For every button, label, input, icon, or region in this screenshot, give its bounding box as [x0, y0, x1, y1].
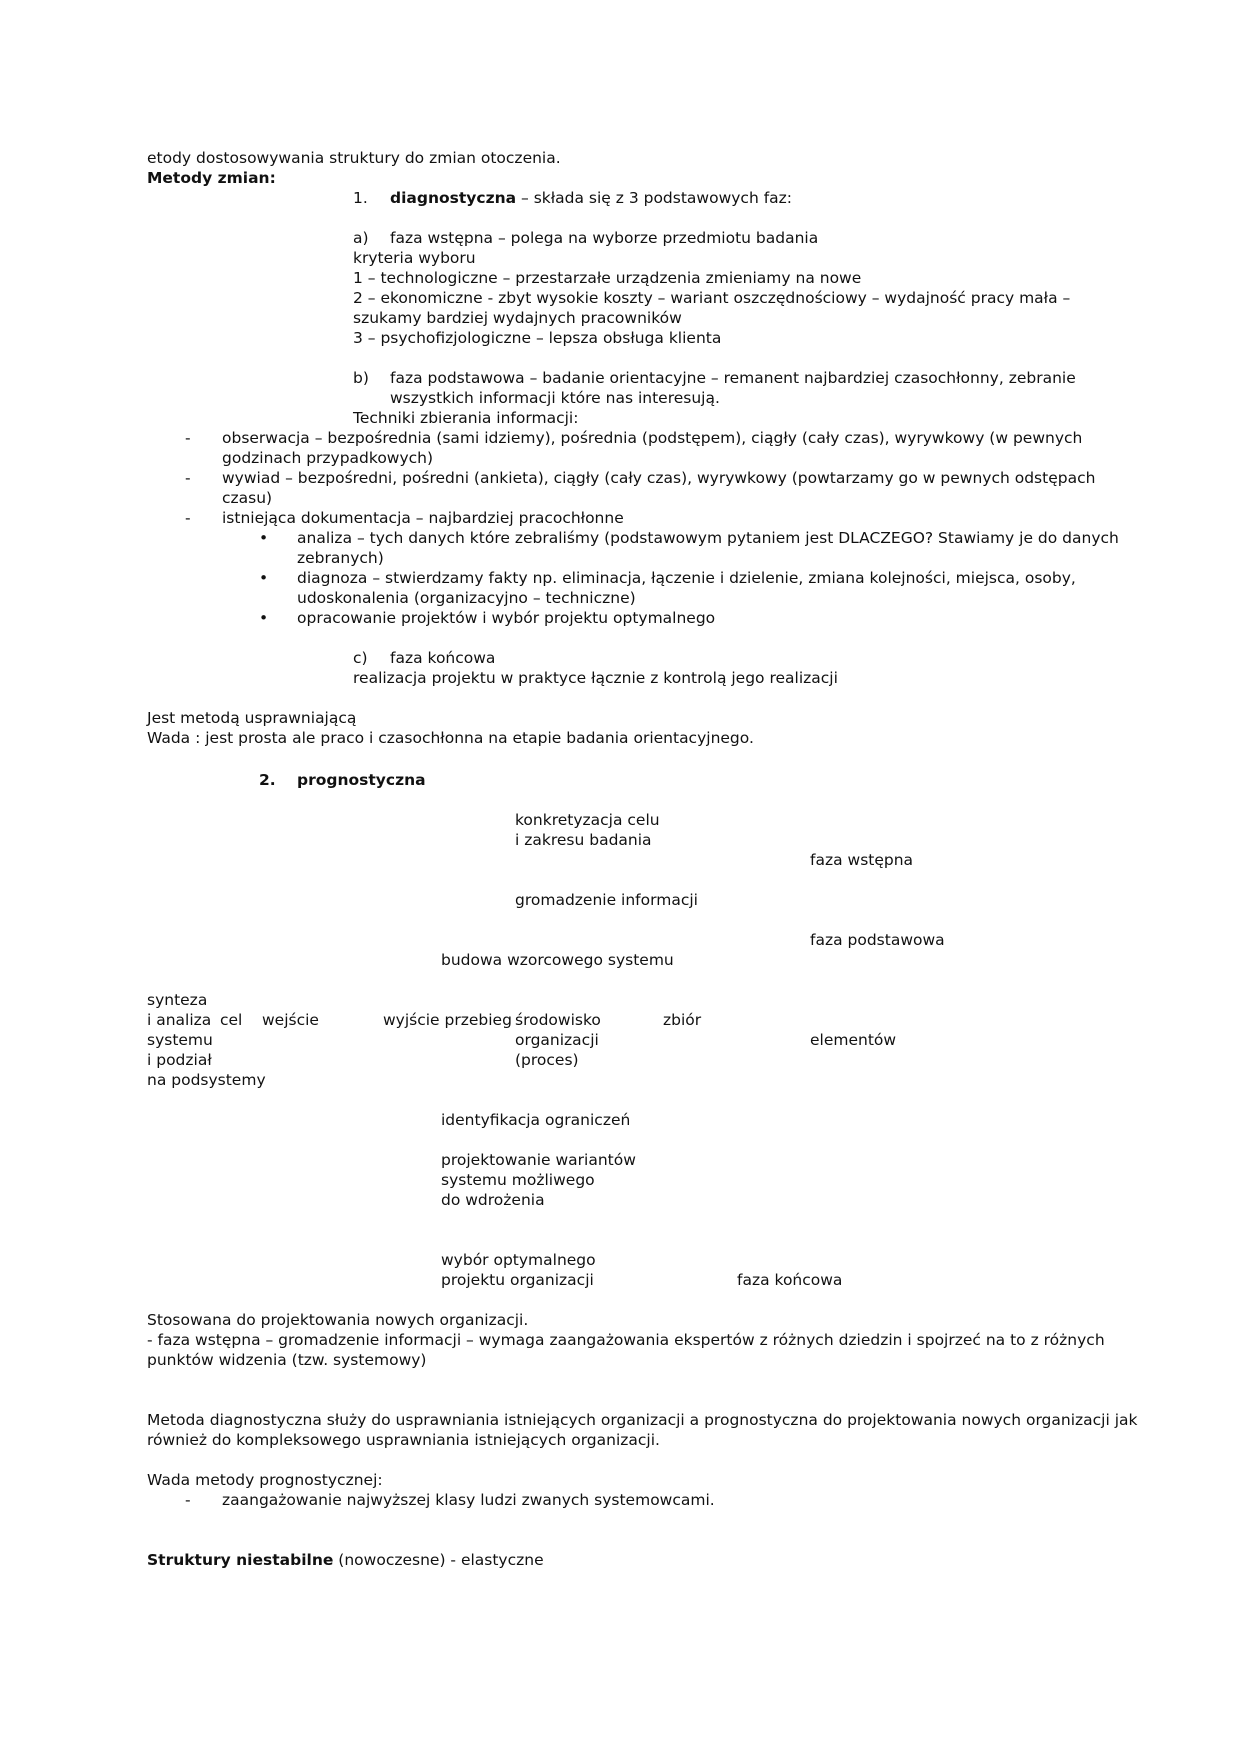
list-dash: - [185, 1491, 191, 1509]
diagram-synteza-4: i podział [147, 1051, 212, 1069]
diagram-synteza-1: synteza [147, 991, 208, 1009]
diagram-identyfikacja: identyfikacja ograniczeń [441, 1111, 631, 1129]
list-dash: - [185, 469, 191, 487]
documentation: istniejąca dokumentacja – najbardziej pracochłonne [222, 509, 624, 527]
projects: opracowanie projektów i wybór projektu optymalnego [297, 609, 716, 627]
diagnosis-1: diagnoza – stwierdzamy fakty np. eliminacja, łączenie i dzielenie, zmiana kolejności, miejsca, osoby, [297, 569, 1076, 587]
criterion-2b: szukamy bardziej wydajnych pracowników [353, 309, 682, 327]
criterion-3: 3 – psychofizjologiczne – lepsza obsługa klienta [353, 329, 722, 347]
diag-desc: – składa się z 3 podstawowych faz: [516, 189, 793, 207]
observation-2: godzinach przypadkowych) [222, 449, 434, 467]
diagram-synteza-3: systemu [147, 1031, 213, 1049]
list-bullet: • [259, 529, 269, 547]
analysis-1: analiza – tych danych które zebraliśmy (podstawowym pytaniem jest DLACZEGO? Stawiamy je do danych [297, 529, 1119, 547]
interview-2: czasu) [222, 489, 273, 507]
comparison-2: również do kompleksowego usprawniania istniejących organizacji. [147, 1431, 660, 1449]
diagram-faza-podstawowa: faza podstawowa [810, 931, 945, 949]
diagram-synteza-2: i analiza [147, 1011, 212, 1029]
usage-phase-1: - faza wstępna – gromadzenie informacji – wymaga zaangażowania ekspertów z różnych dziedzin i spojrzeć na to z różnych [147, 1331, 1105, 1349]
interview-1: wywiad – bezpośredni, pośredni (ankieta), ciągły (cały czas), wyrywkowy (powtarzamy go w pewnych odstępach [222, 469, 1096, 487]
diagram-konk-1: konkretyzacja celu [515, 811, 660, 829]
diagram-zbior: zbiór [663, 1011, 702, 1029]
prog-number: 2. [259, 771, 276, 789]
diagram-synteza-5: na podsystemy [147, 1071, 266, 1089]
usage-phase-2: punktów widzenia (tzw. systemowy) [147, 1351, 427, 1369]
phase-a-text: faza wstępna – polega na wyborze przedmiotu badania [390, 229, 819, 247]
intro-text: etody dostosowywania struktury do zmian otoczenia. [147, 149, 561, 167]
diag-title: diagnostyczna [390, 189, 517, 207]
phase-c-letter: c) [353, 649, 368, 667]
diag-heading [390, 188, 792, 208]
diagram-faza-koncowa: faza końcowa [737, 1271, 843, 1289]
diagram-srodowisko-1: środowisko [515, 1011, 601, 1029]
drawback-text: Wada : jest prosta ale praco i czasochłonna na etapie badania orientacyjnego. [147, 729, 754, 747]
diagnosis-2: udoskonalenia (organizacyjno – techniczne) [297, 589, 636, 607]
diagram-budowa: budowa wzorcowego systemu [441, 951, 674, 969]
phase-b-text-2: wszystkich informacji które nas interesują. [390, 389, 720, 407]
diagram-wejscie: wejście [262, 1011, 319, 1029]
diagram-projektowanie-3: do wdrożenia [441, 1191, 545, 1209]
structures-heading [147, 1550, 544, 1570]
criterion-2a: 2 – ekonomiczne - zbyt wysokie koszty – wariant oszczędnościowy – wydajność pracy mała – [353, 289, 1071, 307]
improve-text: Jest metodą usprawniającą [147, 709, 357, 727]
structures-bold: Struktury niestabilne [147, 1551, 334, 1569]
list-dash: - [185, 429, 191, 447]
criterion-1: 1 – technologiczne – przestarzałe urządzenia zmieniamy na nowe [353, 269, 862, 287]
list-dash: - [185, 509, 191, 527]
diagram-projektowanie-1: projektowanie wariantów [441, 1151, 636, 1169]
structures-rest: (nowoczesne) - elastyczne [333, 1551, 544, 1569]
prog-drawback-item: zaangażowanie najwyższej klasy ludzi zwanych systemowcami. [222, 1491, 715, 1509]
diagram-elementow: elementów [810, 1031, 897, 1049]
diagram-gromadzenie: gromadzenie informacji [515, 891, 698, 909]
diagram-faza-wstepna: faza wstępna [810, 851, 914, 869]
phase-b-text-1: faza podstawowa – badanie orientacyjne – remanent najbardziej czasochłonny, zebranie [390, 369, 1076, 387]
methods-heading: Metody zmian: [147, 169, 276, 187]
phase-c-desc: realizacja projektu w praktyce łącznie z kontrolą jego realizacji [353, 669, 838, 687]
diagram-konk-2: i zakresu badania [515, 831, 652, 849]
diagram-cel: cel [220, 1011, 243, 1029]
phase-c-text: faza końcowa [390, 649, 496, 667]
observation-1: obserwacja – bezpośrednia (sami idziemy), pośrednia (podstępem), ciągły (cały czas), wyrywkowy (w pewnych [222, 429, 1083, 447]
diagram-wyjscie: wyjście przebieg [383, 1011, 512, 1029]
comparison-1: Metoda diagnostyczna służy do usprawniania istniejących organizacji a prognostyczna do projektowania nowych organizacji jak [147, 1411, 1138, 1429]
list-bullet: • [259, 609, 269, 627]
prog-drawback-label: Wada metody prognostycznej: [147, 1471, 383, 1489]
diagram-srodowisko-2: organizacji [515, 1031, 599, 1049]
usage-text: Stosowana do projektowania nowych organizacji. [147, 1311, 529, 1329]
list-bullet: • [259, 569, 269, 587]
diagram-srodowisko-3: (proces) [515, 1051, 579, 1069]
diag-number: 1. [353, 189, 368, 207]
criteria-label: kryteria wyboru [353, 249, 476, 267]
diagram-wybor-1: wybór optymalnego [441, 1251, 596, 1269]
phase-a-letter: a) [353, 229, 369, 247]
diagram-wybor-2: projektu organizacji [441, 1271, 594, 1289]
techniques-label: Techniki zbierania informacji: [353, 409, 579, 427]
diagram-projektowanie-2: systemu możliwego [441, 1171, 595, 1189]
prog-title: prognostyczna [297, 771, 426, 789]
analysis-2: zebranych) [297, 549, 384, 567]
phase-b-letter: b) [353, 369, 369, 387]
